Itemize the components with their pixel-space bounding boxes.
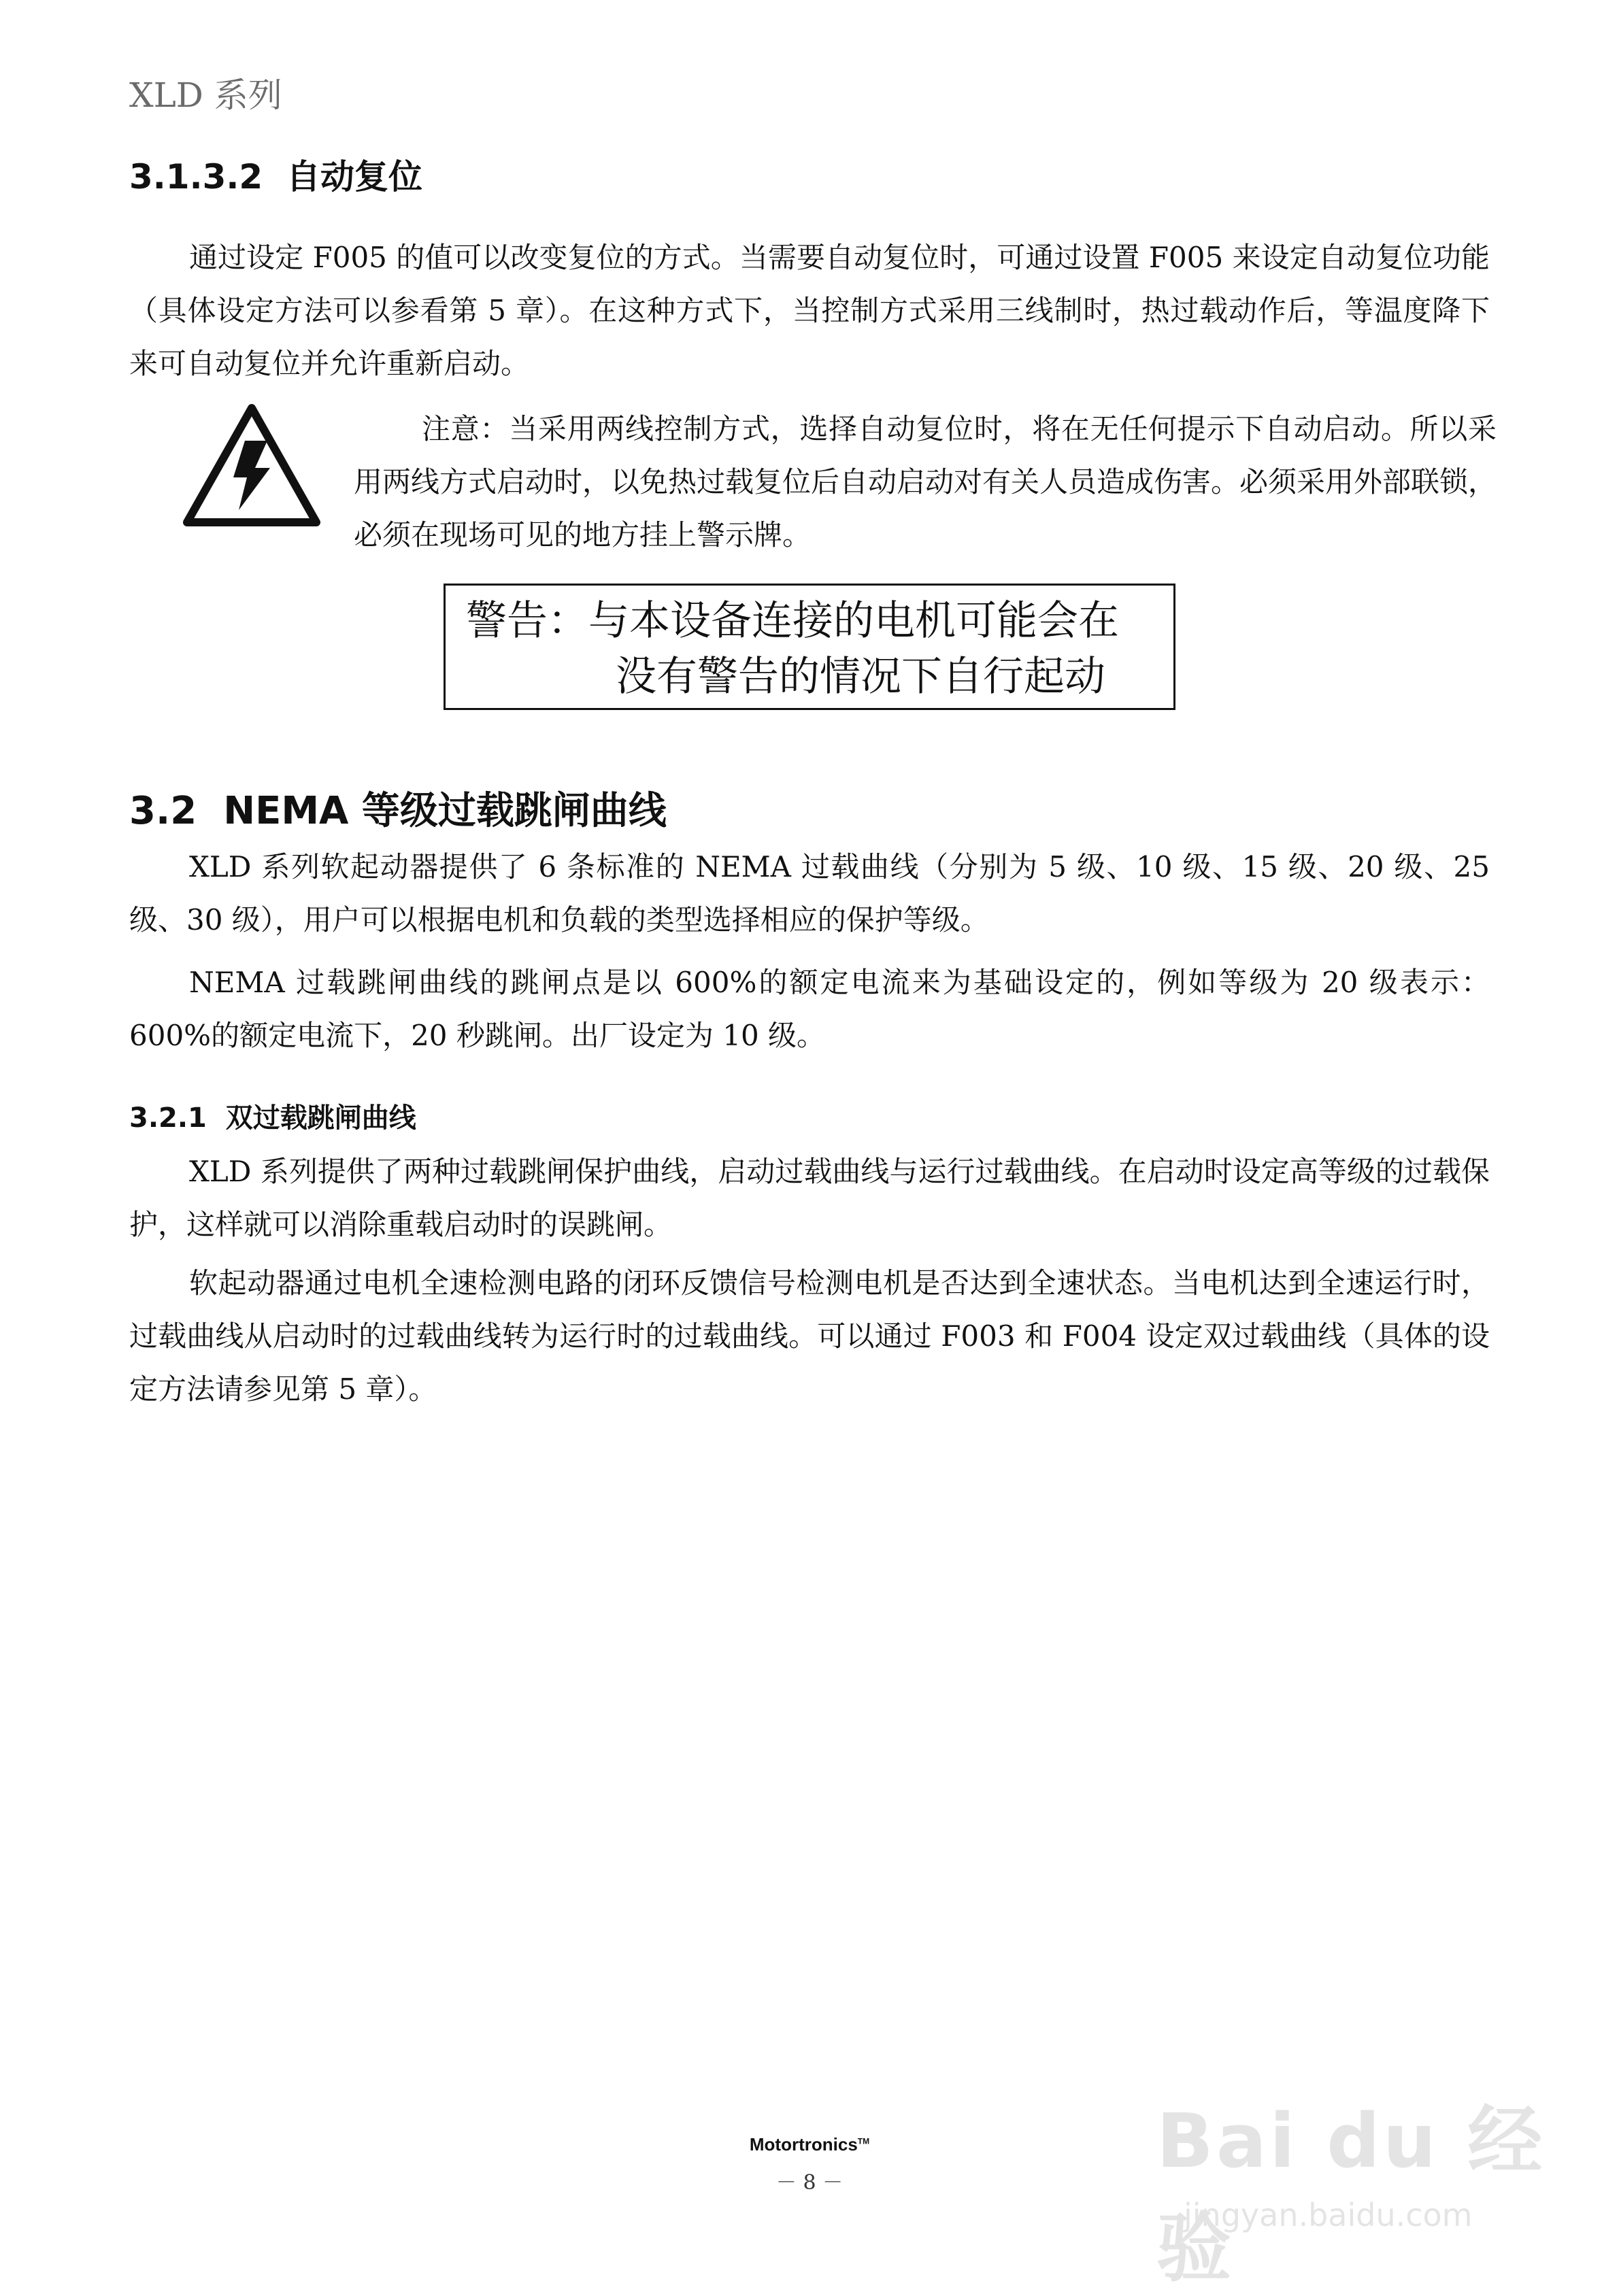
brand-name: Motortronics [749, 2134, 858, 2155]
header-series: XLD 系列 [129, 75, 282, 115]
watermark-brand: Bai du 经验 [1156, 2097, 1546, 2292]
section-title: NEMA 等级过载跳闸曲线 [223, 789, 667, 833]
full-speed-detection-paragraph: 软起动器通过电机全速检测电路的闭环反馈信号检测电机是否达到全速状态。当电机达到全速运行时，过载曲线从启动时的过载曲线转为运行时的过载曲线。可以通过 F003 和 F004 设定双过载曲线（具体的设定方法请参见第 5 章）。 [129, 1266, 1490, 1406]
section-number: 3.2.1 [129, 1102, 207, 1134]
section-number: 3.2 [129, 789, 197, 833]
page-number: － 8 － [775, 2171, 844, 2195]
nema-trip-point-paragraph: NEMA 过载跳闸曲线的跳闸点是以 600%的额定电流来为基础设定的，例如等级为 20 级表示：600%的额定电流下，20 秒跳闸。出厂设定为 10 级。 [129, 966, 1490, 1052]
trademark: TM [857, 2136, 870, 2146]
dual-curve-paragraph: XLD 系列提供了两种过载跳闸保护曲线，启动过载曲线与运行过载曲线。在启动时设定高等级的过载保护，这样就可以消除重载启动时的误跳闸。 [129, 1155, 1490, 1241]
section-title: 双过载跳闸曲线 [225, 1102, 416, 1134]
baidu-watermark [1156, 2081, 1565, 2292]
electric-hazard-icon [180, 401, 323, 530]
warning-line-2: 没有警告的情况下自行起动 [616, 653, 1105, 700]
warning-line-1: 警告：与本设备连接的电机可能会在 [466, 597, 1119, 645]
caution-note: 注意：当采用两线控制方式，选择自动复位时，将在无任何提示下自动启动。所以采用两线方式启动时，以免热过载复位后自动启动对有关人员造成伤害。必须采用外部联锁，必须在现场可见的地方挂上警示牌。 [354, 412, 1497, 552]
warning-box [444, 584, 1175, 710]
watermark-url: jingyan.baidu.com [1184, 2197, 1473, 2233]
section-3-2-heading [129, 781, 667, 835]
section-title: 自动复位 [286, 157, 422, 197]
auto-reset-paragraph: 通过设定 F005 的值可以改变复位的方式。当需要自动复位时，可通过设置 F005 来设定自动复位功能（具体设定方法可以参看第 5 章）。在这种方式下，当控制方式采用三线制时，热过载动作后，等温度降下来可自动复位并允许重新启动。 [129, 241, 1490, 380]
section-number: 3.1.3.2 [129, 157, 263, 197]
section-3-1-3-2-heading [129, 150, 422, 199]
section-3-2-1-heading [129, 1096, 416, 1135]
nema-curves-paragraph: XLD 系列软起动器提供了 6 条标准的 NEMA 过载曲线（分别为 5 级、10 级、15 级、20 级、25 级、30 级），用户可以根据电机和负载的类型选择相应的保护等级。 [129, 850, 1490, 936]
